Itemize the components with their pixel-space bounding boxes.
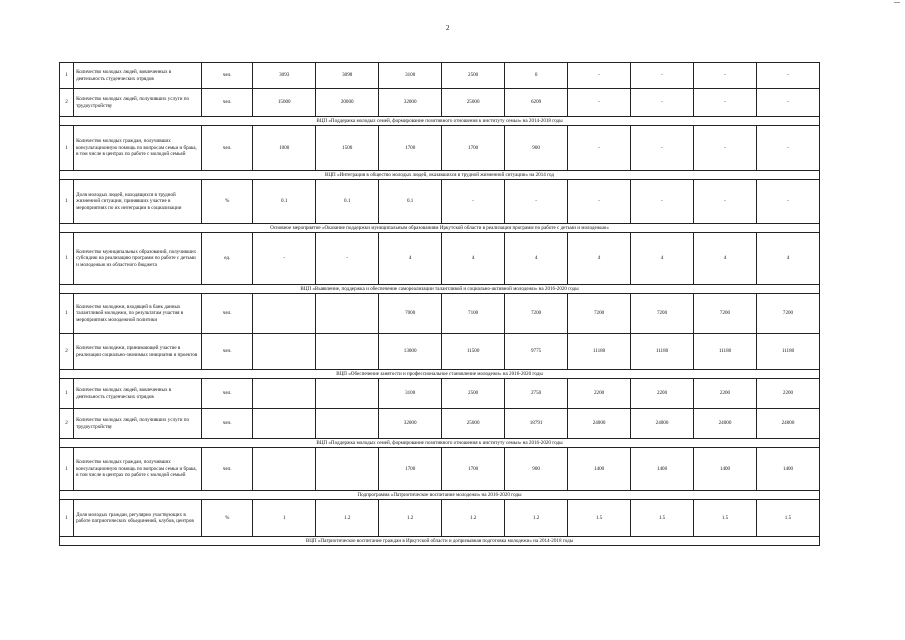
- value-cell: 4: [568, 233, 631, 285]
- table-row: [60, 334, 820, 370]
- value-cell: [253, 409, 316, 439]
- value-cell: -: [694, 180, 757, 224]
- value-cell: 1400: [631, 448, 694, 491]
- value-cell: 900: [505, 448, 568, 491]
- value-cell: 1: [253, 500, 316, 537]
- value-cell: 25000: [442, 89, 505, 117]
- unit-cell: %: [202, 500, 253, 537]
- value-cell: 1.5: [694, 500, 757, 537]
- value-cell: -: [631, 180, 694, 224]
- value-cell: 1700: [442, 126, 505, 171]
- row-number-cell: 1: [60, 63, 74, 89]
- row-number-cell: 1: [60, 448, 74, 491]
- table-row: [60, 500, 820, 537]
- row-number-cell: 1: [60, 126, 74, 171]
- value-cell: 3093: [253, 63, 316, 89]
- value-cell: 1.5: [631, 500, 694, 537]
- section-header-row: [60, 491, 820, 500]
- value-cell: 9775: [505, 334, 568, 370]
- value-cell: 1.2: [442, 500, 505, 537]
- value-cell: 2200: [694, 379, 757, 409]
- value-cell: 20000: [316, 89, 379, 117]
- value-cell: 0.1: [253, 180, 316, 224]
- value-cell: 7200: [568, 294, 631, 334]
- value-cell: -: [568, 89, 631, 117]
- value-cell: 1500: [316, 126, 379, 171]
- unit-cell: чел.: [202, 379, 253, 409]
- table-row: [60, 180, 820, 224]
- row-number-cell: 2: [60, 409, 74, 439]
- value-cell: -: [756, 180, 819, 224]
- section-title: ВЦП «Интеграция в общество молодых людей, оказавшихся в трудной жизненной ситуации» на 2014 год: [60, 171, 820, 180]
- section-title: ВЦП «Поддержка молодых семей, формирование позитивного отношения к институту семьи» на 2014-2018 годы: [60, 117, 820, 126]
- value-cell: [316, 409, 379, 439]
- value-cell: 4: [505, 233, 568, 285]
- indicator-name-cell: Доля молодых граждан, регулярно участвующих в работе патриотических объединений, клубов, центров: [74, 500, 202, 537]
- table-row: [60, 63, 820, 89]
- value-cell: 7200: [756, 294, 819, 334]
- value-cell: 3100: [379, 63, 442, 89]
- value-cell: 2750: [505, 379, 568, 409]
- unit-cell: чел.: [202, 89, 253, 117]
- section-header-row: [60, 285, 820, 294]
- value-cell: 7200: [631, 294, 694, 334]
- value-cell: -: [568, 126, 631, 171]
- unit-cell: %: [202, 180, 253, 224]
- value-cell: 2200: [631, 379, 694, 409]
- unit-cell: чел.: [202, 334, 253, 370]
- value-cell: 11180: [694, 334, 757, 370]
- value-cell: 1700: [379, 448, 442, 491]
- indicator-name-cell: Количество муниципальных образований, получивших субсидию на реализацию программ по работе с детьми и молодежью из областного бюджета: [74, 233, 202, 285]
- value-cell: 7000: [379, 294, 442, 334]
- row-number-cell: 1: [60, 500, 74, 537]
- value-cell: [253, 379, 316, 409]
- value-cell: -: [756, 63, 819, 89]
- value-cell: -: [505, 180, 568, 224]
- table-row: [60, 89, 820, 117]
- value-cell: 11500: [442, 334, 505, 370]
- value-cell: 1.2: [505, 500, 568, 537]
- value-cell: [316, 334, 379, 370]
- section-title: ВЦП «Обеспечение занятости и профессиональное становление молодежи» на 2016-2020 годы: [60, 370, 820, 379]
- value-cell: 1400: [756, 448, 819, 491]
- value-cell: 1000: [253, 126, 316, 171]
- value-cell: 1400: [568, 448, 631, 491]
- value-cell: 2500: [442, 379, 505, 409]
- value-cell: 4: [694, 233, 757, 285]
- value-cell: -: [631, 63, 694, 89]
- table-row: [60, 409, 820, 439]
- value-cell: [316, 294, 379, 334]
- value-cell: 4: [631, 233, 694, 285]
- table-row: [60, 448, 820, 491]
- indicator-name-cell: Количество молодежи, входящей в банк данных талантливой молодежи, по результатам участия в мероприятиях молодежной политики: [74, 294, 202, 334]
- section-header-row: [60, 171, 820, 180]
- value-cell: 1700: [379, 126, 442, 171]
- table-row: [60, 379, 820, 409]
- row-number-cell: 1: [60, 180, 74, 224]
- value-cell: 4: [756, 233, 819, 285]
- value-cell: [316, 448, 379, 491]
- section-title: ВЦП «Выявление, поддержка и обеспечение самореализации талантливой и социально-активной молодежи» на 2016-2020 годы: [60, 285, 820, 294]
- value-cell: [253, 448, 316, 491]
- value-cell: 2200: [756, 379, 819, 409]
- value-cell: -: [694, 89, 757, 117]
- value-cell: 7100: [442, 294, 505, 334]
- value-cell: -: [631, 126, 694, 171]
- row-number-cell: 2: [60, 334, 74, 370]
- value-cell: 0.1: [316, 180, 379, 224]
- value-cell: 25000: [442, 409, 505, 439]
- section-title: ВЦП «Поддержка молодых семей, формирование позитивного отношения к институту семьи» на 2016-2020 годы: [60, 439, 820, 448]
- scan-corner-mark: [894, 2, 900, 3]
- value-cell: -: [694, 126, 757, 171]
- unit-cell: чел.: [202, 448, 253, 491]
- value-cell: 0.1: [379, 180, 442, 224]
- value-cell: 1.5: [756, 500, 819, 537]
- indicator-name-cell: Количество молодых граждан, получивших консультационную помощь по вопросам семьи и брака, в том числе в центрах по работе с молодой семьей: [74, 448, 202, 491]
- value-cell: 24000: [631, 409, 694, 439]
- value-cell: -: [568, 180, 631, 224]
- indicator-name-cell: Количество молодых людей, получивших услуги по трудоустройству: [74, 89, 202, 117]
- section-header-row: [60, 370, 820, 379]
- table-row: [60, 294, 820, 334]
- value-cell: 3100: [379, 379, 442, 409]
- row-number-cell: 1: [60, 379, 74, 409]
- value-cell: -: [316, 233, 379, 285]
- value-cell: 6209: [505, 89, 568, 117]
- unit-cell: чел.: [202, 63, 253, 89]
- value-cell: 2200: [568, 379, 631, 409]
- value-cell: 11180: [631, 334, 694, 370]
- value-cell: -: [253, 233, 316, 285]
- value-cell: 24000: [568, 409, 631, 439]
- value-cell: 32000: [379, 409, 442, 439]
- value-cell: 3098: [316, 63, 379, 89]
- section-header-row: [60, 439, 820, 448]
- section-title: Подпрограмма «Патриотическое воспитание молодежи» на 2016-2020 годы: [60, 491, 820, 500]
- value-cell: 2500: [442, 63, 505, 89]
- row-number-cell: 1: [60, 294, 74, 334]
- indicator-name-cell: Доля молодых людей, находящихся в трудной жизненной ситуации, принявших участие в мероприятиях по их интеграции в социализации: [74, 180, 202, 224]
- indicator-name-cell: Количество молодых людей, получивших услуги по трудоустройству: [74, 409, 202, 439]
- value-cell: [316, 379, 379, 409]
- value-cell: 11180: [568, 334, 631, 370]
- value-cell: 7200: [505, 294, 568, 334]
- value-cell: 24000: [694, 409, 757, 439]
- value-cell: 1.2: [379, 500, 442, 537]
- value-cell: 7200: [694, 294, 757, 334]
- unit-cell: чел.: [202, 126, 253, 171]
- value-cell: 1400: [694, 448, 757, 491]
- value-cell: 900: [505, 126, 568, 171]
- row-number-cell: 2: [60, 89, 74, 117]
- value-cell: 13000: [379, 334, 442, 370]
- value-cell: 1.5: [568, 500, 631, 537]
- section-header-row: [60, 224, 820, 233]
- table-row: [60, 233, 820, 285]
- page-number: 2: [446, 24, 450, 32]
- value-cell: -: [756, 126, 819, 171]
- value-cell: 1700: [442, 448, 505, 491]
- value-cell: -: [631, 89, 694, 117]
- unit-cell: чел.: [202, 294, 253, 334]
- section-title: ВЦП «Патриотическое воспитание граждан в Иркутской области и допризывная подготовка молодежи» на 2014-2018 годы: [60, 537, 820, 546]
- value-cell: -: [756, 89, 819, 117]
- value-cell: 0: [505, 63, 568, 89]
- value-cell: -: [442, 180, 505, 224]
- indicator-name-cell: Количество молодых людей, вовлеченных в деятельность студенческих отрядов: [74, 379, 202, 409]
- value-cell: 4: [379, 233, 442, 285]
- value-cell: [253, 294, 316, 334]
- indicator-name-cell: Количество молодых людей, вовлеченных в деятельность студенческих отрядов: [74, 63, 202, 89]
- value-cell: 32000: [379, 89, 442, 117]
- indicator-name-cell: Количество молодежи, принимающей участие в реализации социально-значимых инициатив и проектов: [74, 334, 202, 370]
- value-cell: 1.2: [316, 500, 379, 537]
- unit-cell: ед.: [202, 233, 253, 285]
- value-cell: 11180: [756, 334, 819, 370]
- section-header-row: [60, 537, 820, 546]
- value-cell: 4: [442, 233, 505, 285]
- indicators-table: [59, 62, 820, 546]
- value-cell: -: [568, 63, 631, 89]
- value-cell: -: [694, 63, 757, 89]
- table-row: [60, 126, 820, 171]
- unit-cell: чел.: [202, 409, 253, 439]
- value-cell: 24000: [756, 409, 819, 439]
- section-title: Основное мероприятие «Оказание поддержки муниципальным образованиям Иркутской области в реализации программ по работе с детьми и молодежью»: [60, 224, 820, 233]
- value-cell: [253, 334, 316, 370]
- value-cell: 18791: [505, 409, 568, 439]
- indicator-name-cell: Количество молодых граждан, получивших консультационную помощь по вопросам семьи и брака, в том числе в центрах по работе с молодой семьей: [74, 126, 202, 171]
- section-header-row: [60, 117, 820, 126]
- value-cell: 15000: [253, 89, 316, 117]
- table-body: [60, 63, 820, 546]
- row-number-cell: 1: [60, 233, 74, 285]
